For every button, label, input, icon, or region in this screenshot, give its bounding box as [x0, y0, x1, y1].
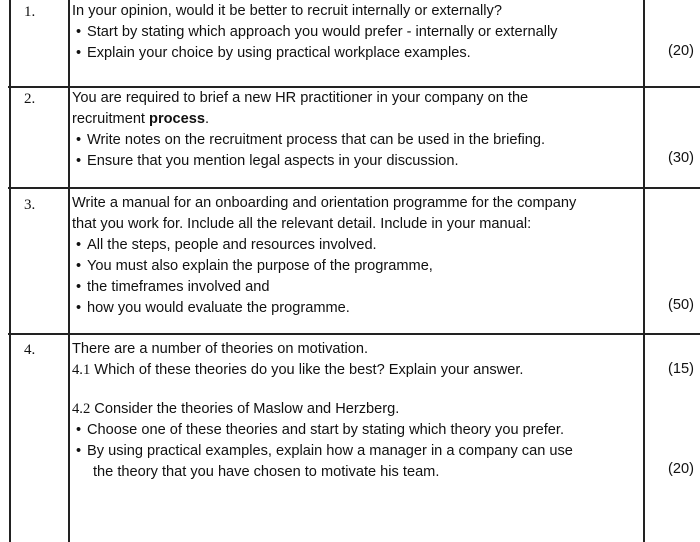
- question-title: In your opinion, would it be better to recruit internally or externally?: [72, 3, 502, 19]
- bullet-item: • Write notes on the recruitment process that can be used in the briefing.: [72, 130, 640, 151]
- left-column-border: [9, 0, 11, 542]
- question-column-border: [68, 0, 70, 542]
- question-4-text: [72, 339, 640, 483]
- bullet-continuation: the theory that you have chosen to motivate his team.: [93, 464, 440, 480]
- question-number: 1.: [24, 4, 36, 20]
- sub-question-4-1: 4.1 Which of these theories do you like the best? Explain your answer.: [72, 362, 524, 378]
- question-1-text: [72, 1, 640, 64]
- sub-question-4-2-marks: (20): [668, 461, 694, 477]
- question-marks: (30): [668, 150, 694, 166]
- bullet-item: • Start by stating which approach you would prefer - internally or externally: [72, 22, 640, 43]
- bullet-item: • Explain your choice by using practical workplace examples.: [72, 43, 640, 64]
- row-divider: [8, 333, 700, 335]
- sub-question-4-2: 4.2 Consider the theories of Maslow and Herzberg.: [72, 401, 400, 417]
- question-number: 4.: [24, 342, 36, 358]
- question-3-text: [72, 193, 640, 319]
- marks-column-border: [643, 0, 645, 542]
- bullet-item: • You must also explain the purpose of the programme,: [72, 256, 640, 277]
- bullet-item: • the timeframes involved and: [72, 277, 640, 298]
- bullet-item: • how you would evaluate the programme.: [72, 298, 640, 319]
- bullet-item: • By using practical examples, explain how a manager in a company can use: [72, 441, 640, 462]
- question-marks: (50): [668, 297, 694, 313]
- question-number: 2.: [24, 91, 36, 107]
- bullet-item: • Choose one of these theories and start by stating which theory you prefer.: [72, 420, 640, 441]
- question-title: There are a number of theories on motivation.: [72, 341, 369, 357]
- question-2-text: [72, 88, 640, 172]
- sub-question-4-1-marks: (15): [668, 361, 694, 377]
- question-title-continued: that you work for. Include all the relevant detail. Include in your manual:: [72, 216, 532, 232]
- bullet-item: • Ensure that you mention legal aspects in your discussion.: [72, 151, 640, 172]
- question-number: 3.: [24, 197, 36, 213]
- question-title: Write a manual for an onboarding and orientation programme for the company: [72, 195, 577, 211]
- bullet-item: • All the steps, people and resources involved.: [72, 235, 640, 256]
- row-divider: [8, 187, 700, 189]
- question-title-continued: recruitment process.: [72, 111, 210, 127]
- question-title: You are required to brief a new HR practitioner in your company on the: [72, 90, 529, 106]
- question-marks: (20): [668, 43, 694, 59]
- bold-keyword: process: [149, 111, 206, 127]
